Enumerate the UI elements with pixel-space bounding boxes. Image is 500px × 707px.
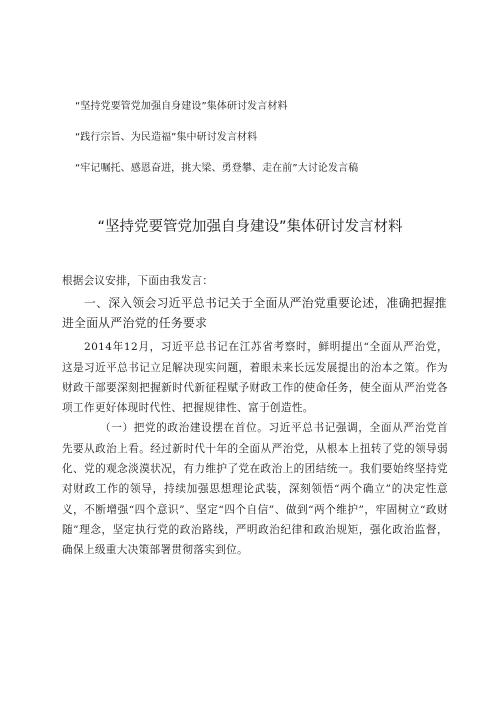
related-document-3[interactable]: “牢记嘱托、感恩奋进，挑大梁、勇登攀、走在前”大讨论发言稿	[75, 163, 359, 174]
related-document-2[interactable]: “践行宗旨、为民造福”集中研讨发言材料	[75, 132, 258, 143]
related-documents-list	[75, 100, 475, 193]
paragraph-1: 2014年12月，习近平总书记在江苏省考察时，鲜明提出“全面从严治党，这是习近平总书记立足解决现实问题，着眼未来长远发展提出的治本之策。作为财政干部要深刻把握新时代新征程赋予财政工作的使命任务，使全面从严治党各项工作更好体现时代性、把握规律性、富于创造性。	[62, 341, 448, 415]
section-heading-1: 一、深入领会习近平总书记关于全面从严治党重要论述，准确把握推进全面从严治党的任务要求	[62, 296, 447, 331]
document-body	[62, 271, 448, 561]
document-title: “坚持党要管党加强自身建设”集体研讨发言材料	[97, 219, 403, 235]
intro-line: 根据会议安排，下面由我发言：	[62, 275, 214, 287]
paragraph-2: （一）把党的政治建设摆在首位。习近平总书记强调，全面从严治党首先要从政治上看。经过新时代十年的全面从严治党，从根本上扭转了党的领导弱化、党的观念淡漠状况，有力维护了党在政治上的团结统一。我们要始终坚持党对财政工作的领导，持续加强思想理论武装，深刻领悟“两个确立”的决定性意义，不断增强“四个意识”、坚定“四个自信”、做到“两个维护”，牢固树立“政财随”理念，坚定执行党的政治路线，严明政治纪律和政治规矩，强化政治监督，确保上级重大决策部署贯彻落实到位。	[62, 422, 448, 557]
related-document-1[interactable]: “坚持党要管党加强自身建设”集体研讨发言材料	[75, 101, 288, 112]
